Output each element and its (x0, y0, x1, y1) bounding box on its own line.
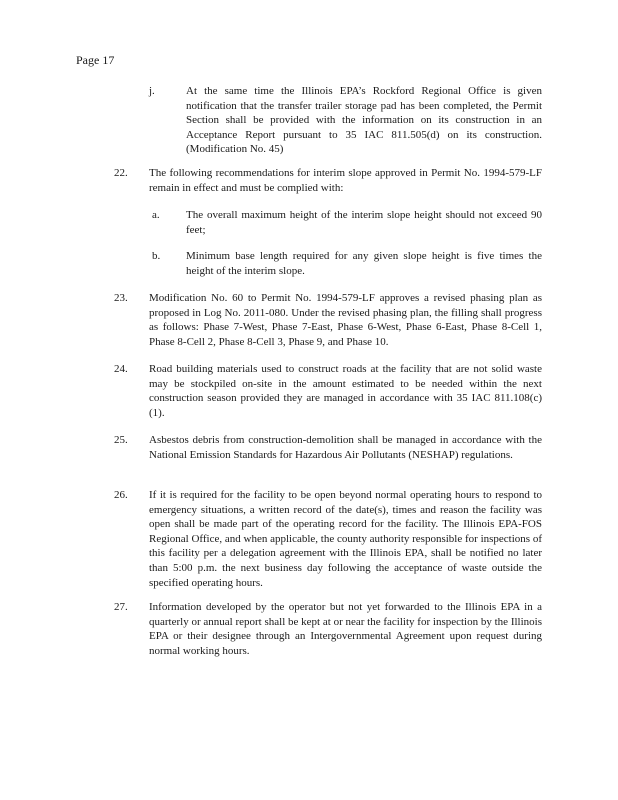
item-22b-marker: b. (152, 250, 161, 262)
item-22-text: The following recommendations for interim slope approved in Permit No. 1994-579-LF remain in effect and must be complied with: (149, 167, 542, 194)
item-22a-marker: a. (152, 209, 160, 221)
item-22b-text: Minimum base length required for any given slope height is five times the height of the interim slope. (186, 250, 542, 277)
page-number: Page 17 (76, 53, 115, 67)
item-24-text: Road building materials used to construct roads at the facility that are not solid waste may be stockpiled on-site in the amount estimated to be needed within the next construction season provided they are managed in accordance with 35 IAC 811.108(c)(1). (149, 363, 542, 419)
item-25-text: Asbestos debris from construction-demolition shall be managed in accordance with the National Emission Standards for Hazardous Air Pollutants (NESHAP) regulations. (149, 434, 542, 461)
item-25-number: 25. (114, 434, 128, 446)
item-26-number: 26. (114, 489, 128, 501)
item-j-text: At the same time the Illinois EPA’s Rockford Regional Office is given notification that the transfer trailer storage pad has been completed, the Permit Section shall be provided with the information on its construction in an Acceptance Report pursuant to 35 IAC 811.505(d) on its construction. (Modification No. 45) (186, 85, 542, 156)
item-22-number: 22. (114, 167, 128, 179)
item-24-number: 24. (114, 363, 128, 375)
item-23-number: 23. (114, 292, 128, 304)
item-j-marker: j. (149, 85, 155, 97)
item-27-text: Information developed by the operator but not yet forwarded to the Illinois EPA in a quarterly or annual report shall be kept at or near the facility for inspection by the Illinois EPA or their designee through an Intergovernmental Agreement upon request during normal working hours. (149, 601, 542, 657)
item-22a-text: The overall maximum height of the interim slope height should not exceed 90 feet; (186, 209, 542, 236)
item-27-number: 27. (114, 601, 128, 613)
item-23-text: Modification No. 60 to Permit No. 1994-579-LF approves a revised phasing plan as proposed in Log No. 2011-080. Under the revised phasing plan, the filling shall progress as follows: Phase 7-West, Phase 7-East, Phase 6-West, Phase 6-East, Phase 8-Cell 1, Phase 8-Cell 2, Phase 8-Cell 3, Phase 9, and Phase 10. (149, 292, 542, 348)
item-26-text: If it is required for the facility to be open beyond normal operating hours to respond to emergency situations, a written record of the date(s), times and reason the facility was open shall be made part of the operating record for the facility. The Illinois EPA-FOS Regional Office, and when applicable, the county authority responsible for inspections of this facility per a delegation agreement with the Illinois EPA, shall be notified no later than 5:00 p.m. the next business day following the acceptance of waste outside the specified operating hours. (149, 489, 542, 589)
